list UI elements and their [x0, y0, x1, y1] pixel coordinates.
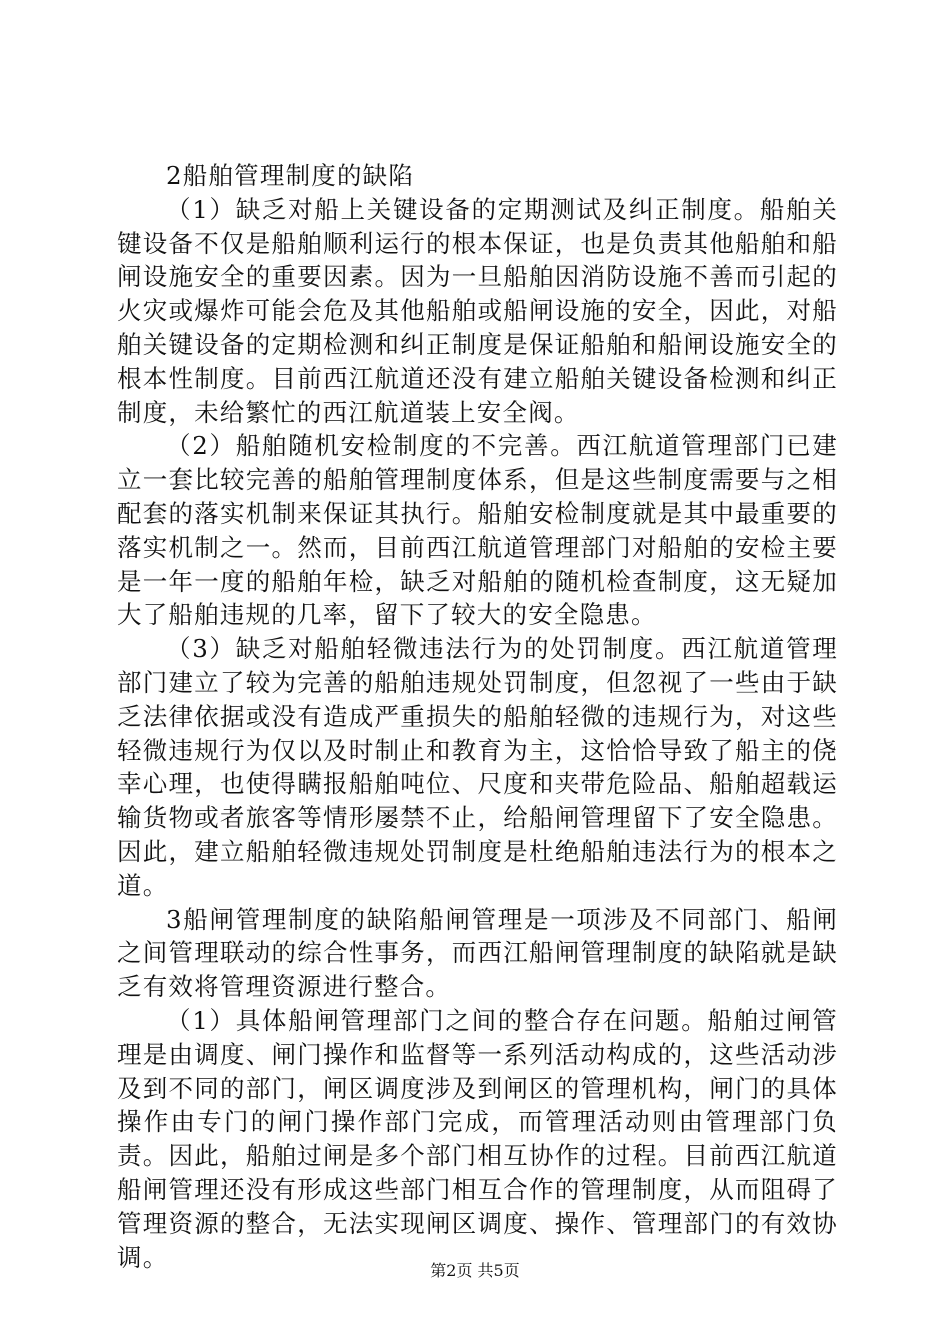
section-heading-lock-management: 3船闸管理制度的缺陷船闸管理是一项涉及不同部门、船闸之间管理联动的综合性事务，而西江船闸管理制度的缺陷就是缺乏有效将管理资源进行整合。 — [117, 904, 838, 1002]
document-body — [117, 159, 838, 1274]
paragraph-key-equipment: （1）缺乏对船上关键设备的定期测试及纠正制度。船舶关键设备不仅是船舶顺利运行的根本保证，也是负责其他船舶和船闸设施安全的重要因素。因为一旦船舶因消防设施不善而引起的火灾或爆炸可能会危及其他船舶或船闸设施的安全，因此，对船舶关键设备的定期检测和纠正制度是保证船舶和船闸设施安全的根本性制度。目前西江航道还没有建立船舶关键设备检测和纠正制度，未给繁忙的西江航道装上安全阀。 — [117, 194, 838, 427]
paragraph-department-integration: （1）具体船闸管理部门之间的整合存在问题。船舶过闸管理是由调度、闸门操作和监督等一系列活动构成的，这些活动涉及到不同的部门，闸区调度涉及到闸区的管理机构，闸门的具体操作由专门的闸门操作部门完成，而管理活动则由管理部门负责。因此，船舶过闸是多个部门相互协作的过程。目前西江航道船闸管理还没有形成这些部门相互合作的管理制度，从而阻碍了管理资源的整合，无法实现闸区调度、操作、管理部门的有效协调。 — [117, 1005, 838, 1272]
paragraph-random-inspection: （2）船舶随机安检制度的不完善。西江航道管理部门已建立一套比较完善的船舶管理制度体系，但是这些制度需要与之相配套的落实机制来保证其执行。船舶安检制度就是其中最重要的落实机制之一。然而，目前西江航道管理部门对船舶的安检主要是一年一度的船舶年检，缺乏对船舶的随机检查制度，这无疑加大了船舶违规的几率，留下了较大的安全隐患。 — [117, 431, 838, 630]
section-heading-ship-management: 2船舶管理制度的缺陷 — [166, 161, 415, 190]
paragraph-minor-violations: （3）缺乏对船舶轻微违法行为的处罚制度。西江航道管理部门建立了较为完善的船舶违规处罚制度，但忽视了一些由于缺乏法律依据或没有造成严重损失的船舶轻微的违规行为，对这些轻微违规行为仅以及时制止和教育为主，这恰恰导致了船主的侥幸心理，也使得瞒报船舶吨位、尺度和夹带危险品、船舶超载运输货物或者旅客等情形屡禁不止，给船闸管理留下了安全隐患。因此，建立船舶轻微违规处罚制度是杜绝船舶违法行为的根本之道。 — [117, 634, 838, 900]
page-number-footer: 第2页 共5页 — [430, 1261, 520, 1280]
